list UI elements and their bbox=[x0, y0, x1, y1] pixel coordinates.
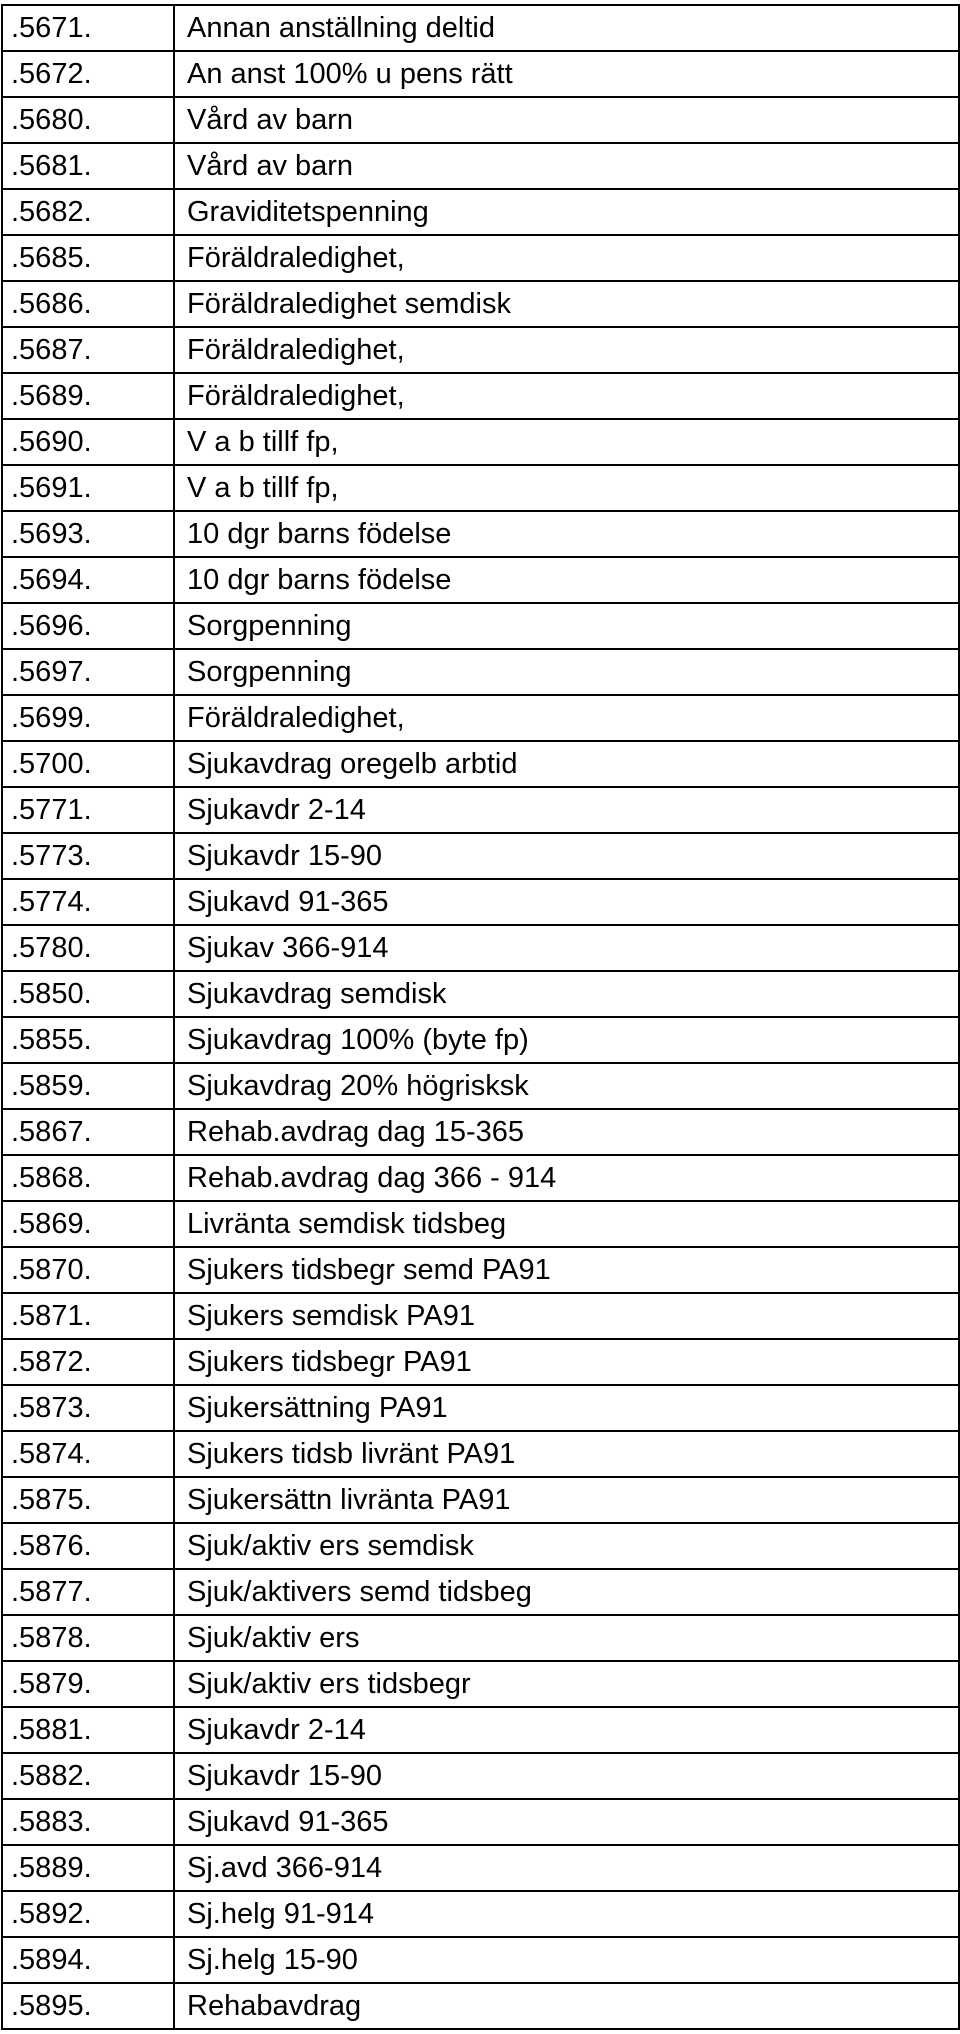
table-row bbox=[2, 787, 959, 833]
description-cell: An anst 100% u pens rätt bbox=[174, 51, 959, 97]
code-cell: .5895. bbox=[2, 1983, 174, 2029]
description-cell: Rehabavdrag bbox=[174, 1983, 959, 2029]
description-cell: Rehab.avdrag dag 366 - 914 bbox=[174, 1155, 959, 1201]
table-row bbox=[2, 695, 959, 741]
description-cell: Sjukavdrag 20% högrisksk bbox=[174, 1063, 959, 1109]
table-row bbox=[2, 879, 959, 925]
table-row bbox=[2, 741, 959, 787]
code-cell: .5680. bbox=[2, 97, 174, 143]
code-cell: .5700. bbox=[2, 741, 174, 787]
description-cell: Sjukers tidsb livränt PA91 bbox=[174, 1431, 959, 1477]
description-cell: Rehab.avdrag dag 15-365 bbox=[174, 1109, 959, 1155]
table-row bbox=[2, 1385, 959, 1431]
table-row bbox=[2, 1201, 959, 1247]
description-cell: Sjukers tidsbegr semd PA91 bbox=[174, 1247, 959, 1293]
code-cell: .5867. bbox=[2, 1109, 174, 1155]
description-cell: Vård av barn bbox=[174, 143, 959, 189]
description-cell: Sj.helg 91-914 bbox=[174, 1891, 959, 1937]
description-cell: Vård av barn bbox=[174, 97, 959, 143]
description-cell: Sjukavdrag oregelb arbtid bbox=[174, 741, 959, 787]
description-cell: Föräldraledighet, bbox=[174, 327, 959, 373]
code-cell: .5868. bbox=[2, 1155, 174, 1201]
code-cell: .5881. bbox=[2, 1707, 174, 1753]
table-row bbox=[2, 97, 959, 143]
code-cell: .5894. bbox=[2, 1937, 174, 1983]
description-cell: Föräldraledighet semdisk bbox=[174, 281, 959, 327]
table-row bbox=[2, 1615, 959, 1661]
description-cell: Annan anställning deltid bbox=[174, 5, 959, 51]
table-row bbox=[2, 1799, 959, 1845]
table-row bbox=[2, 373, 959, 419]
code-cell: .5671. bbox=[2, 5, 174, 51]
description-cell: Sjukavdr 2-14 bbox=[174, 787, 959, 833]
code-cell: .5681. bbox=[2, 143, 174, 189]
code-cell: .5771. bbox=[2, 787, 174, 833]
table-row bbox=[2, 1845, 959, 1891]
table-row bbox=[2, 235, 959, 281]
table-row bbox=[2, 1937, 959, 1983]
code-cell: .5870. bbox=[2, 1247, 174, 1293]
table-row bbox=[2, 1753, 959, 1799]
table-row bbox=[2, 1569, 959, 1615]
code-cell: .5696. bbox=[2, 603, 174, 649]
table-row bbox=[2, 5, 959, 51]
description-cell: Sjukersättning PA91 bbox=[174, 1385, 959, 1431]
description-cell: Sjukavdr 15-90 bbox=[174, 1753, 959, 1799]
code-cell: .5883. bbox=[2, 1799, 174, 1845]
table-row bbox=[2, 1431, 959, 1477]
table-row bbox=[2, 971, 959, 1017]
table-row bbox=[2, 1155, 959, 1201]
table-row bbox=[2, 1523, 959, 1569]
code-cell: .5878. bbox=[2, 1615, 174, 1661]
description-cell: 10 dgr barns födelse bbox=[174, 557, 959, 603]
table-row bbox=[2, 511, 959, 557]
code-cell: .5859. bbox=[2, 1063, 174, 1109]
table-row bbox=[2, 51, 959, 97]
description-cell: Sj.avd 366-914 bbox=[174, 1845, 959, 1891]
table-row bbox=[2, 189, 959, 235]
code-cell: .5869. bbox=[2, 1201, 174, 1247]
code-cell: .5874. bbox=[2, 1431, 174, 1477]
code-cell: .5873. bbox=[2, 1385, 174, 1431]
table-row bbox=[2, 1017, 959, 1063]
table-row bbox=[2, 465, 959, 511]
table-row bbox=[2, 143, 959, 189]
code-cell: .5876. bbox=[2, 1523, 174, 1569]
description-cell: Sjuk/aktiv ers tidsbegr bbox=[174, 1661, 959, 1707]
description-cell: Sjukavdr 15-90 bbox=[174, 833, 959, 879]
code-cell: .5879. bbox=[2, 1661, 174, 1707]
code-cell: .5691. bbox=[2, 465, 174, 511]
code-cell: .5697. bbox=[2, 649, 174, 695]
description-cell: Föräldraledighet, bbox=[174, 373, 959, 419]
code-cell: .5875. bbox=[2, 1477, 174, 1523]
description-cell: Föräldraledighet, bbox=[174, 695, 959, 741]
table-row bbox=[2, 925, 959, 971]
description-cell: Sj.helg 15-90 bbox=[174, 1937, 959, 1983]
code-cell: .5855. bbox=[2, 1017, 174, 1063]
description-cell: Sjukavdrag 100% (byte fp) bbox=[174, 1017, 959, 1063]
table-row bbox=[2, 1063, 959, 1109]
code-cell: .5774. bbox=[2, 879, 174, 925]
code-cell: .5694. bbox=[2, 557, 174, 603]
table-row bbox=[2, 281, 959, 327]
table-row bbox=[2, 1293, 959, 1339]
description-cell: Sjuk/aktiv ers bbox=[174, 1615, 959, 1661]
table-row bbox=[2, 1477, 959, 1523]
code-cell: .5693. bbox=[2, 511, 174, 557]
code-cell: .5780. bbox=[2, 925, 174, 971]
code-cell: .5892. bbox=[2, 1891, 174, 1937]
table-row bbox=[2, 1109, 959, 1155]
code-cell: .5871. bbox=[2, 1293, 174, 1339]
description-cell: 10 dgr barns födelse bbox=[174, 511, 959, 557]
description-cell: Sjukavd 91-365 bbox=[174, 1799, 959, 1845]
description-cell: V a b tillf fp, bbox=[174, 419, 959, 465]
table-row bbox=[2, 419, 959, 465]
table-row bbox=[2, 327, 959, 373]
code-cell: .5882. bbox=[2, 1753, 174, 1799]
pay-code-table bbox=[1, 4, 960, 2030]
description-cell: Sjukavd 91-365 bbox=[174, 879, 959, 925]
table-row bbox=[2, 649, 959, 695]
description-cell: Sjukers tidsbegr PA91 bbox=[174, 1339, 959, 1385]
table-row bbox=[2, 557, 959, 603]
description-cell: Sjukers semdisk PA91 bbox=[174, 1293, 959, 1339]
description-cell: Sjuk/aktiv ers semdisk bbox=[174, 1523, 959, 1569]
table-row bbox=[2, 1707, 959, 1753]
table-row bbox=[2, 1891, 959, 1937]
description-cell: Föräldraledighet, bbox=[174, 235, 959, 281]
table-row bbox=[2, 1339, 959, 1385]
code-cell: .5682. bbox=[2, 189, 174, 235]
code-cell: .5773. bbox=[2, 833, 174, 879]
description-cell: Sorgpenning bbox=[174, 649, 959, 695]
description-cell: V a b tillf fp, bbox=[174, 465, 959, 511]
code-cell: .5685. bbox=[2, 235, 174, 281]
description-cell: Livränta semdisk tidsbeg bbox=[174, 1201, 959, 1247]
code-cell: .5689. bbox=[2, 373, 174, 419]
code-cell: .5686. bbox=[2, 281, 174, 327]
table-row bbox=[2, 1983, 959, 2029]
description-cell: Graviditetspenning bbox=[174, 189, 959, 235]
code-cell: .5872. bbox=[2, 1339, 174, 1385]
description-cell: Sjukavdr 2-14 bbox=[174, 1707, 959, 1753]
description-cell: Sjukavdrag semdisk bbox=[174, 971, 959, 1017]
pay-code-table-body bbox=[2, 5, 959, 2029]
description-cell: Sjukav 366-914 bbox=[174, 925, 959, 971]
code-cell: .5699. bbox=[2, 695, 174, 741]
description-cell: Sjukersättn livränta PA91 bbox=[174, 1477, 959, 1523]
description-cell: Sjuk/aktivers semd tidsbeg bbox=[174, 1569, 959, 1615]
table-row bbox=[2, 1661, 959, 1707]
table-row bbox=[2, 603, 959, 649]
code-cell: .5687. bbox=[2, 327, 174, 373]
code-cell: .5889. bbox=[2, 1845, 174, 1891]
table-row bbox=[2, 833, 959, 879]
code-cell: .5850. bbox=[2, 971, 174, 1017]
code-cell: .5672. bbox=[2, 51, 174, 97]
code-cell: .5690. bbox=[2, 419, 174, 465]
table-row bbox=[2, 1247, 959, 1293]
code-cell: .5877. bbox=[2, 1569, 174, 1615]
description-cell: Sorgpenning bbox=[174, 603, 959, 649]
